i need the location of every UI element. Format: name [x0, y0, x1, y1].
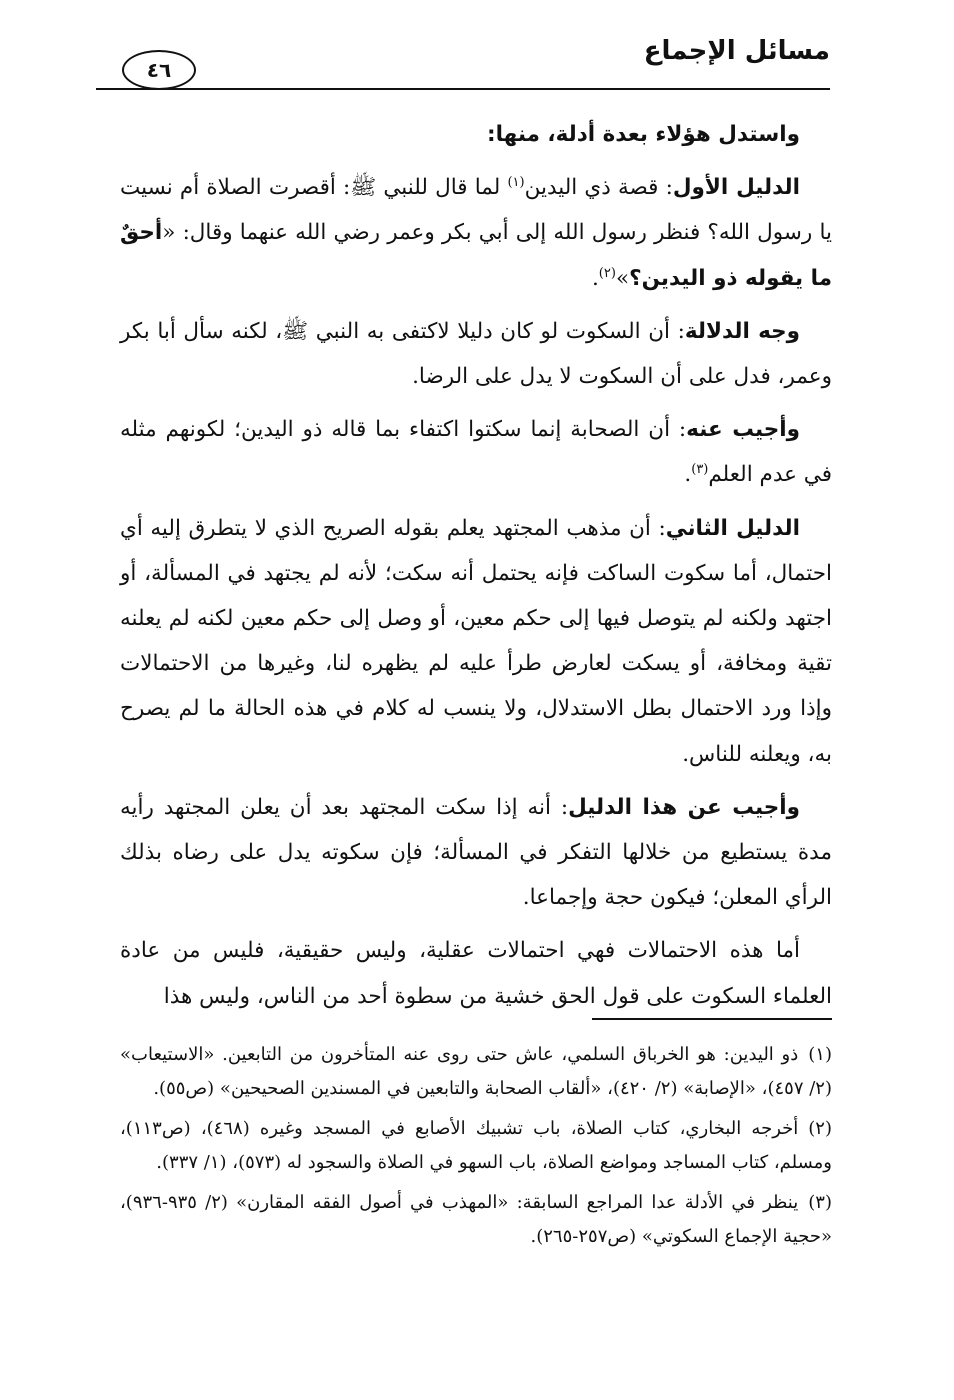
footnote-1	[120, 1038, 832, 1106]
paragraph-text: : أن مذهب المجتهد يعلم بقوله الصريح الذي لا يتطرق إليه أي احتمال، أما سكوت الساكت فإنه يحتمل أنه سكت؛ لأنه لم يجتهد في المسألة، أو اجتهد ولكنه لم يتوصل فيها إلى حكم معين، أو وصل إلى حكم معين لكنه لم يعلنه تقية ومخافة، أو يسكت لعارض طرأ عليه لم يظهره لنا، وغيرها من الاحتمالات وإذا ورد الاحتمال بطل الاستدلال، ولا ينسب له كلام في هذه الحالة ما لم يصرح به، ويعلنه للناس.	[120, 515, 832, 767]
footnote-text: ينظر في الأدلة عدا المراجع السابقة: «المهذب في أصول الفقه المقارن» (٢/ ٩٣٥-٩٣٦)، «حجية الإجماع السكوتي» (ص٢٥٧-٢٦٥).	[120, 1192, 832, 1247]
hadith-quote: أحقٌ ما يقوله ذو اليدين؟	[120, 220, 832, 291]
header-rule	[96, 88, 830, 90]
running-title: مسائل الإجماع	[643, 36, 830, 66]
footnote-number: (٢)	[808, 1118, 832, 1139]
paragraph-text: : أن الصحابة إنما سكتوا اكتفاء بما قاله ذو اليدين؛ لكونهم مثله في عدم العلم	[120, 417, 832, 488]
footnotes	[120, 1038, 832, 1260]
paragraph-text: .	[684, 462, 692, 488]
paragraph-text: : أنه إذا سكت المجتهد بعد أن يعلن المجتهد رأيه مدة يستطيع من خلالها التفكر في المسألة؛ فإن سكوته يدل على رضاه بذلك الرأي المعلن؛ فيكون حجة وإجماعا.	[120, 794, 832, 911]
page-number: ٤٦	[122, 50, 196, 90]
paragraph-text: : أن السكوت لو كان دليلا لاكتفى به النبي ﷺ، لكنه سأل أبا بكر وعمر، فدل على أن السكوت لا يدل على الرضا.	[120, 318, 832, 390]
footnote-number: (١)	[808, 1044, 832, 1065]
footnote-2	[120, 1112, 832, 1180]
page-header	[96, 30, 830, 94]
paragraph-text: : قصة ذي اليدين	[524, 175, 673, 201]
footnote-separator	[592, 1018, 832, 1020]
paragraph-text: .	[591, 265, 599, 291]
paragraph-3	[120, 309, 832, 399]
footnote-text: أخرجه البخاري، كتاب الصلاة، باب تشبيك الأصابع في المسجد وغيره (٤٦٨)، (ص١١٣)، ومسلم، كتاب المساجد ومواضع الصلاة، باب السهو في الصلاة والسجود له (٥٧٣)، (١/ ٣٣٧).	[120, 1118, 832, 1173]
first-evidence-label: الدليل الأول	[672, 175, 800, 201]
paragraph-text: »	[615, 265, 630, 291]
footnote-ref-2[interactable]: (٢)	[598, 265, 616, 281]
second-answer-label: وأجيب عن هذا الدليل	[568, 794, 800, 820]
paragraph-4	[120, 407, 832, 497]
paragraph-2	[120, 165, 832, 301]
footnote-text: ذو اليدين: هو الخرباق السلمي، عاش حتى روى عنه المتأخرون من التابعين. «الاستيعاب» (٢/ ٤٥٧)، «الإصابة» (٢/ ٤٢٠)، «ألقاب الصحابة والتابعين في المسندين الصحيحين» (ص٥٥).	[120, 1044, 832, 1099]
paragraph-5	[120, 506, 832, 777]
footnote-ref-3[interactable]: (٣)	[691, 462, 709, 478]
paragraph-1	[120, 112, 832, 157]
footnote-3	[120, 1186, 832, 1254]
intro-heading: واستدل هؤلاء بعدة أدلة، منها:	[486, 122, 800, 147]
footnote-number: (٣)	[808, 1192, 832, 1213]
paragraph-6	[120, 785, 832, 921]
indication-label: وجه الدلالة	[684, 318, 800, 344]
paragraph-7: أما هذه الاحتمالات فهي احتمالات عقلية، وليس حقيقية، فليس من عادة العلماء السكوت على قول الحق خشية من سطوة أحد من الناس، وليس هذا	[120, 938, 832, 1009]
second-evidence-label: الدليل الثاني	[665, 515, 800, 541]
paragraph-text: لما قال للنبي ﷺ: أقصرت الصلاة أم نسيت يا رسول الله؟ فنظر رسول الله إلى أبي بكر وعمر رضي الله عنهما وقال: «	[120, 175, 832, 246]
main-text	[120, 112, 832, 1027]
answer-label: وأجيب عنه	[686, 417, 800, 443]
footnote-ref-1[interactable]: (١)	[507, 175, 525, 191]
